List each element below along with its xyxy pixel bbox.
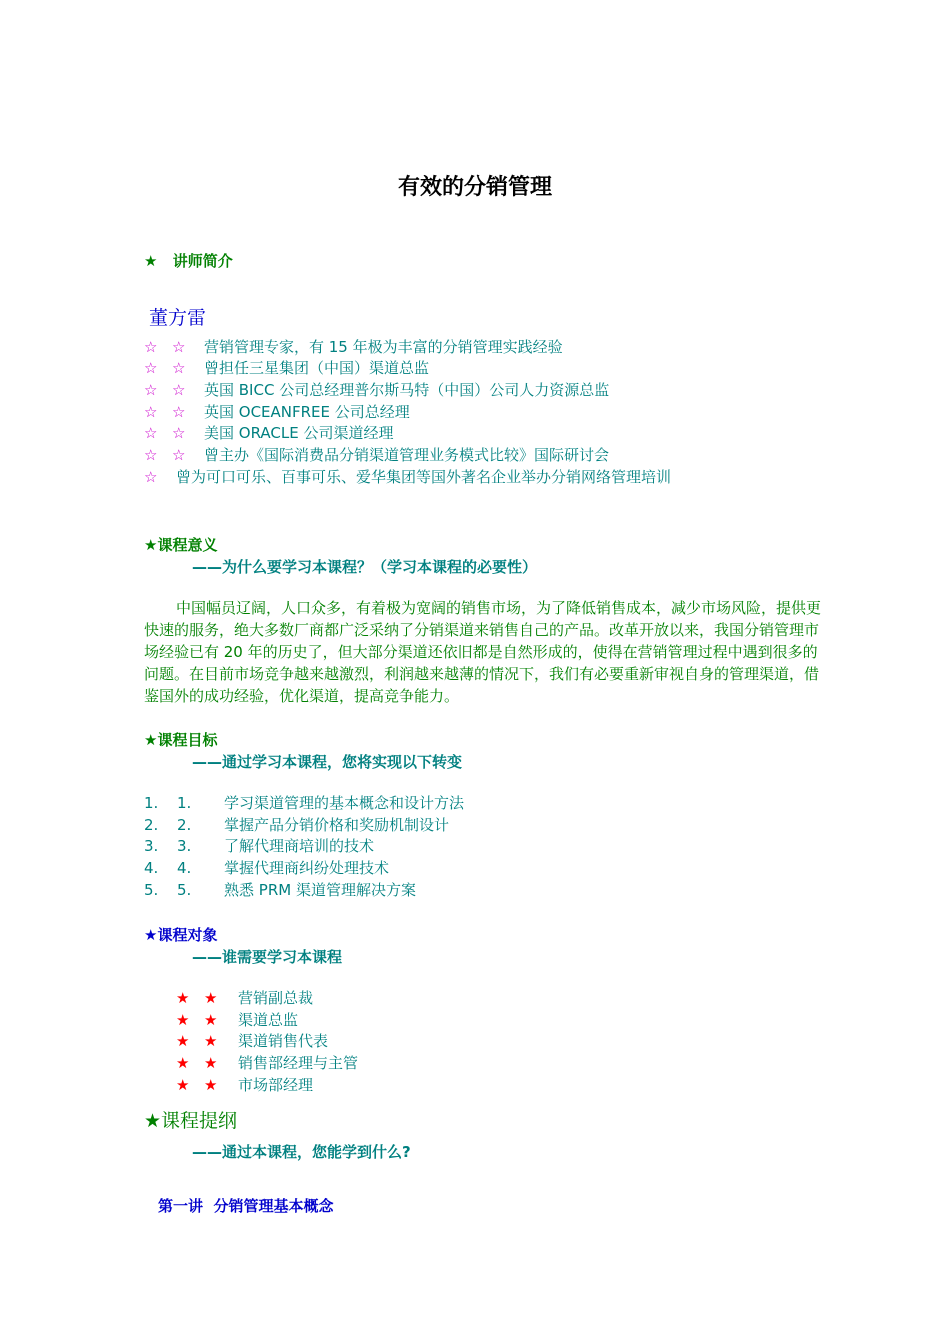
list-number: 4. — [144, 859, 159, 877]
list-number: 1. — [177, 794, 192, 812]
bio-text: 营销管理专家，有 15 年极为丰富的分销管理实践经验 — [204, 338, 563, 356]
audience-heading: ★课程对象 — [144, 926, 218, 944]
list-item — [144, 835, 744, 857]
list-item — [176, 1009, 576, 1031]
list-number: 1. — [144, 794, 159, 812]
list-item — [144, 379, 844, 401]
bio-text: 英国 OCEANFREE 公司总经理 — [204, 403, 410, 421]
star-icon: ★ — [204, 989, 218, 1007]
star-icon: ★ — [204, 1011, 218, 1029]
list-number: 5. — [144, 881, 159, 899]
audience-text: 市场部经理 — [238, 1076, 314, 1094]
bio-text: 曾为可口可乐、百事可乐、爱华集团等国外著名企业举办分销网络管理培训 — [176, 468, 672, 486]
goals-list — [144, 792, 744, 904]
outline-star-icon: ☆ — [172, 424, 186, 442]
outline-star-icon: ☆ — [144, 403, 158, 421]
star-icon: ★ — [176, 1032, 190, 1050]
outline-star-icon: ☆ — [172, 338, 186, 356]
list-item — [144, 879, 744, 901]
outline-star-icon: ☆ — [172, 446, 186, 464]
list-item — [176, 1052, 576, 1074]
outline-star-icon: ☆ — [144, 468, 158, 486]
star-icon: ★ — [176, 1054, 190, 1072]
star-icon: ★ — [204, 1076, 218, 1094]
outline-star-icon: ☆ — [144, 424, 158, 442]
outline-star-icon: ☆ — [144, 381, 158, 399]
list-item — [176, 1074, 576, 1096]
audience-text: 渠道总监 — [238, 1011, 299, 1029]
goal-text: 了解代理商培训的技术 — [224, 837, 375, 855]
list-number: 3. — [144, 837, 159, 855]
page-title: 有效的分销管理 — [397, 175, 552, 200]
goal-text: 学习渠道管理的基本概念和设计方法 — [224, 794, 465, 812]
list-number: 2. — [177, 816, 192, 834]
list-item — [144, 422, 844, 444]
outline-subheading: ——通过本课程，您能学到什么? — [192, 1143, 411, 1161]
instructor-bio-list — [144, 336, 844, 496]
outline-star-icon: ☆ — [172, 403, 186, 421]
list-item — [176, 1030, 576, 1052]
lecture-1-heading: 第一讲 分销管理基本概念 — [158, 1197, 334, 1215]
star-icon: ★ — [176, 1076, 190, 1094]
goal-text: 熟悉 PRM 渠道管理解决方案 — [224, 881, 416, 899]
goals-heading: ★课程目标 — [144, 731, 218, 749]
audience-list — [176, 987, 576, 1099]
instructor-heading-label: 讲师简介 — [172, 252, 233, 270]
instructor-name: 董方雷 — [149, 307, 207, 329]
bio-text: 英国 BICC 公司总经理普尔斯马特（中国）公司人力资源总监 — [204, 381, 610, 399]
list-item — [176, 987, 576, 1009]
outline-star-icon: ☆ — [144, 338, 158, 356]
list-number: 4. — [177, 859, 192, 877]
star-icon: ★ — [204, 1032, 218, 1050]
goal-text: 掌握产品分销价格和奖励机制设计 — [224, 816, 450, 834]
bio-text: 曾主办《国际消费品分销渠道管理业务模式比较》国际研讨会 — [204, 446, 610, 464]
star-icon: ★ — [204, 1054, 218, 1072]
list-item — [144, 444, 844, 466]
audience-text: 营销副总裁 — [238, 989, 314, 1007]
bio-text: 曾担任三星集团（中国）渠道总监 — [204, 359, 430, 377]
star-icon: ★ — [176, 1011, 190, 1029]
instructor-heading — [144, 250, 233, 271]
list-item — [144, 814, 744, 836]
list-item — [144, 401, 844, 423]
list-number: 3. — [177, 837, 192, 855]
list-number: 5. — [177, 881, 192, 899]
outline-star-icon: ☆ — [172, 359, 186, 377]
significance-subheading: ——为什么要学习本课程？（学习本课程的必要性） — [192, 558, 538, 576]
star-icon: ★ — [176, 989, 190, 1007]
audience-text: 销售部经理与主管 — [238, 1054, 359, 1072]
list-item — [144, 336, 844, 358]
list-item — [144, 792, 744, 814]
outline-star-icon: ☆ — [144, 359, 158, 377]
significance-heading: ★课程意义 — [144, 536, 218, 554]
goals-subheading: ——通过学习本课程，您将实现以下转变 — [192, 753, 463, 771]
audience-subheading: ——谁需要学习本课程 — [192, 948, 343, 966]
outline-star-icon: ☆ — [144, 446, 158, 464]
list-item — [144, 466, 844, 488]
list-number: 2. — [144, 816, 159, 834]
list-item — [144, 857, 744, 879]
star-icon: ★ — [144, 252, 158, 270]
goal-text: 掌握代理商纠纷处理技术 — [224, 859, 390, 877]
bio-text: 美国 ORACLE 公司渠道经理 — [204, 424, 394, 442]
significance-paragraph: 中国幅员辽阔，人口众多，有着极为宽阔的销售市场，为了降低销售成本，减少市场风险，提供更快速的服务，绝大多数厂商都广泛采纳了分销渠道来销售自己的产品。改革开放以来，我国分销管理市场经验已有 20 年的历史了，但大部分渠道还依旧都是自然形成的，使得在营销管理过程中遇到很多的问题。在目前市场竞争越来越激烈，利润越来越薄的情况下，我们有必要重新审视自身的管理渠道，借鉴国外的成功经验，优化渠道，提高竞争能力。 — [144, 599, 822, 705]
outline-heading: ★课程提纲 — [144, 1110, 238, 1132]
audience-text: 渠道销售代表 — [238, 1032, 329, 1050]
outline-star-icon: ☆ — [172, 381, 186, 399]
list-item — [144, 357, 844, 379]
